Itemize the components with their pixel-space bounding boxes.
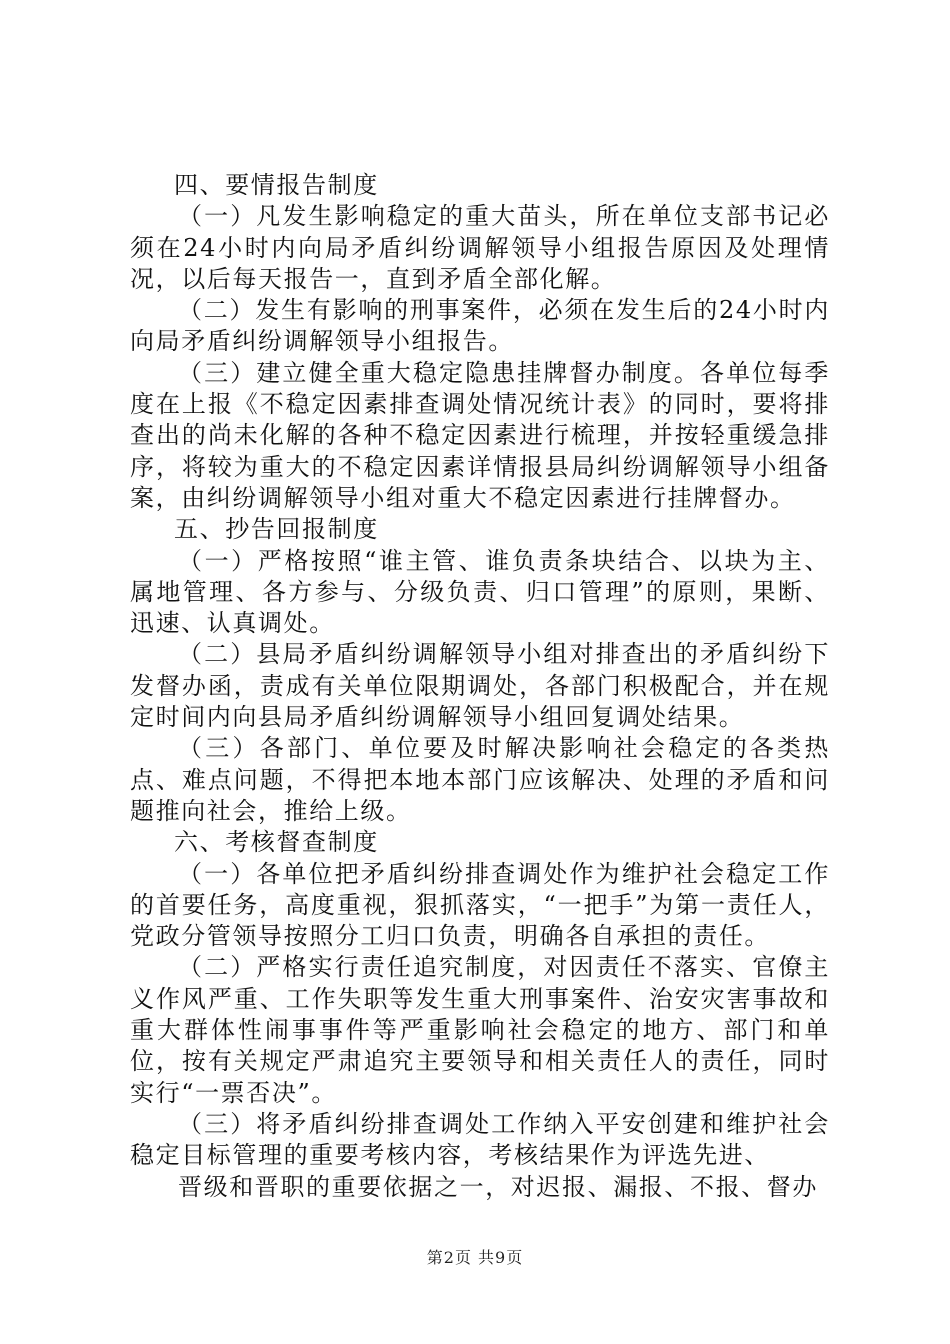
- paragraph: （三）建立健全重大稳定隐患挂牌督办制度。各单位每季度在上报《不稳定因素排查调处情况统计表》的同时，要将排查出的尚未化解的各种不稳定因素进行梳理，并按轻重缓急排序，将较为重大的不稳定因素详情报县局纠纷调解领导小组备案，由纠纷调解领导小组对重大不稳定因素进行挂牌督办。: [130, 358, 830, 512]
- paragraph: （三）各部门、单位要及时解决影响社会稳定的各类热点、难点问题，不得把本地本部门应该解决、处理的矛盾和问题推向社会，推给上级。: [130, 734, 830, 825]
- paragraph: 晋级和晋职的重要依据之一，对迟报、漏报、不报、督办: [178, 1172, 818, 1201]
- paragraph: （二）严格实行责任追究制度，对因责任不落实、官僚主义作风严重、工作失职等发生重大刑事案件、治安灾害事故和重大群体性闹事事件等严重影响社会稳定的地方、部门和单位，按有关规定严肃追究主要领导和相关责任人的责任，同时实行“一票否决”。: [130, 953, 830, 1107]
- page-number-footer: 第2页 共9页: [426, 1248, 524, 1267]
- paragraph: （三）将矛盾纠纷排查调处工作纳入平安创建和维护社会稳定目标管理的重要考核内容，考核结果作为评选先进、: [130, 1109, 830, 1170]
- paragraph: （一）各单位把矛盾纠纷排查调处作为维护社会稳定工作的首要任务，高度重视，狠抓落实，“一把手”为第一责任人，党政分管领导按照分工归口负责，明确各自承担的责任。: [130, 859, 830, 951]
- section-heading-4: 四、要情报告制度: [174, 171, 379, 199]
- document-body: [130, 170, 830, 1203]
- paragraph: （二）县局矛盾纠纷调解领导小组对排查出的矛盾纠纷下发督办函，责成有关单位限期调处，各部门积极配合，并在规定时间内向县局矛盾纠纷调解领导小组回复调处结果。: [130, 640, 830, 732]
- paragraph: （一）严格按照“谁主管、谁负责条块结合、以块为主、属地管理、各方参与、分级负责、归口管理”的原则，果断、迅速、认真调处。: [130, 546, 830, 638]
- section-heading-5: 五、抄告回报制度: [174, 515, 379, 544]
- section-heading-6: 六、考核督查制度: [174, 828, 379, 857]
- paragraph: （二）发生有影响的刑事案件，必须在发生后的24小时内向局矛盾纠纷调解领导小组报告。: [130, 296, 830, 356]
- paragraph: （一）凡发生影响稳定的重大苗头，所在单位支部书记必须在24小时内向局矛盾纠纷调解领导小组报告原因及处理情况，以后每天报告一，直到矛盾全部化解。: [130, 202, 830, 293]
